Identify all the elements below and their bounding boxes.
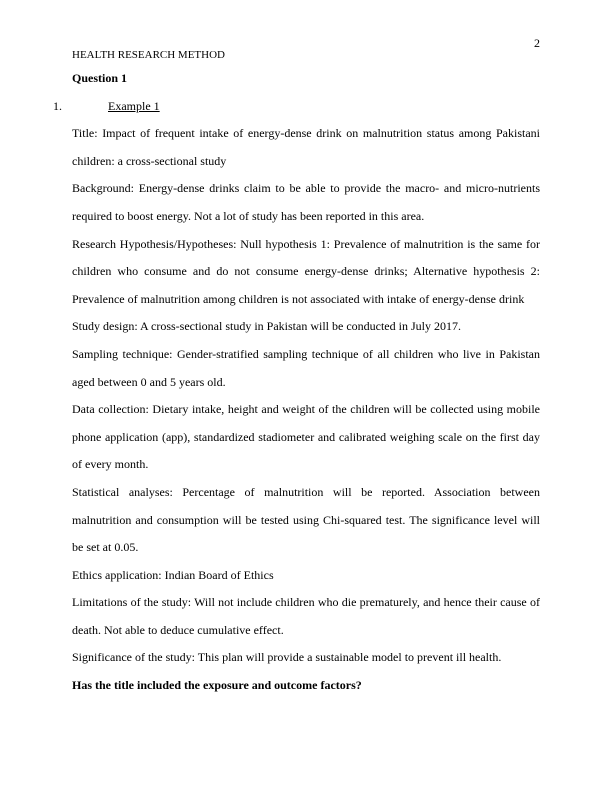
paragraph-statistical-analyses: Statistical analyses: Percentage of malnutrition will be reported. Association between malnutrition and consumption will be tested using Chi-squared test. The significance level will be set at 0.05. <box>72 484 540 555</box>
page-number: 2 <box>534 36 540 50</box>
list-item <box>53 93 540 121</box>
paragraph-significance: Significance of the study: This plan will provide a sustainable model to prevent ill health. <box>72 650 502 665</box>
paragraph-sampling: Sampling technique: Gender-stratified sampling technique of all children who live in Pakistan aged between 0 and 5 years old. <box>72 346 540 389</box>
paragraph-hypotheses: Research Hypothesis/Hypotheses: Null hypothesis 1: Prevalence of malnutrition is the same for children who consume and do not consume energy-dense drinks; Alternative hypothesis 2: Prevalence of malnutrition among children is not associated with intake of energy-dense drink <box>72 236 540 306</box>
running-head: HEALTH RESEARCH METHOD <box>72 49 225 61</box>
document-body <box>53 65 540 700</box>
paragraph-background: Background: Energy-dense drinks claim to be able to provide the macro- and micro-nutrients required to boost energy. Not a lot of study has been reported in this area. <box>72 181 540 223</box>
example-title: Example 1 <box>108 98 160 113</box>
question-heading: Question 1 <box>72 71 128 85</box>
paragraph-study-design: Study design: A cross-sectional study in Pakistan will be conducted in July 2017. <box>72 319 461 334</box>
closing-question: Has the title included the exposure and outcome factors? <box>72 678 362 693</box>
paragraph-title: Title: Impact of frequent intake of energy-dense drink on malnutrition status among Pakistani children: a cross-sectional study <box>72 126 540 168</box>
paragraph-data-collection: Data collection: Dietary intake, height and weight of the children will be collected using mobile phone application (app), standardized stadiometer and calibrated weighing scale on the first day of every month. <box>72 402 540 472</box>
list-number: 1. <box>53 98 62 113</box>
paragraph-ethics: Ethics application: Indian Board of Ethics <box>72 567 274 582</box>
paragraph-limitations: Limitations of the study: Will not include children who die prematurely, and hence their cause of death. Not able to deduce cumulative effect. <box>72 595 540 637</box>
